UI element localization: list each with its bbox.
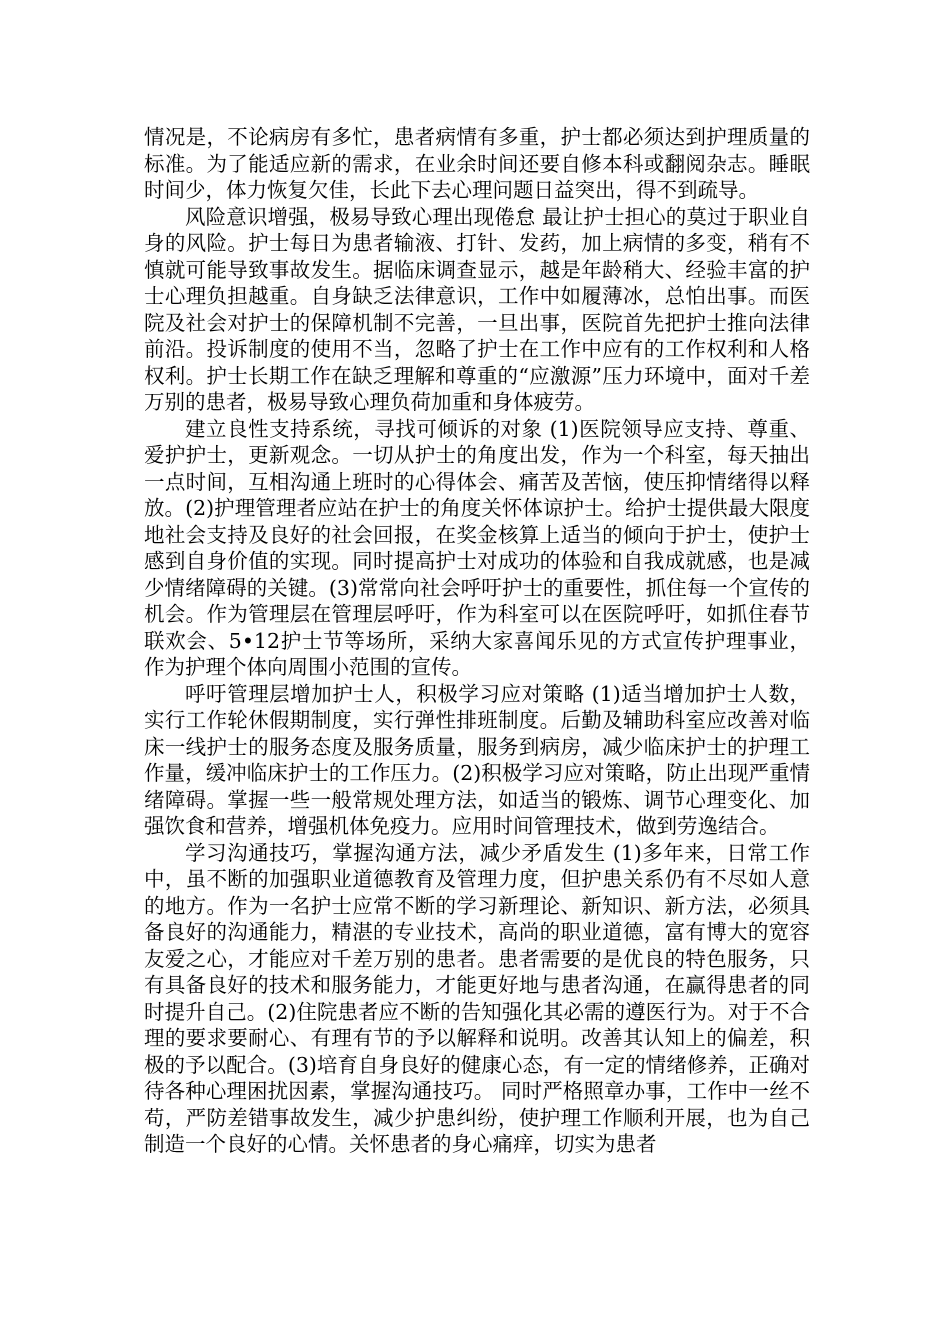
paragraph-5: 学习沟通技巧，掌握沟通方法，减少矛盾发生 (1)多年来，日常工作中，虽不断的加强职业道德教育及管理力度，但护患关系仍有不尽如人意的地方。作为一名护士应常不断的学习新理论、新知识、新方法，必须具备良好的沟通能力，精湛的专业技术，高尚的职业道德，富有博大的宽容友爱之心，才能应对千差万别的患者。患者需要的是优良的特色服务，只有具备良好的技术和服务能力，才能更好地与患者沟通，在赢得患者的同时提升自己。(2)住院患者应不断的告知强化其必需的遵医行为。对于不合理的要求要耐心、有理有节的予以解释和说明。改善其认知上的偏差，积极的予以配合。(3)培育自身良好的健康心态，有一定的情绪修养，正确对待各种心理困扰因素，掌握沟通技巧。 同时严格照章办事，工作中一丝不苟，严防差错事故发生，减少护患纠纷，使护理工作顺利开展，也为自己制造一个良好的心情。关怀患者的身心痛痒，切实为患者 [144, 840, 810, 1156]
paragraph-3: 建立良性支持系统，寻找可倾诉的对象 (1)医院领导应支持、尊重、爱护护士，更新观念。一切从护士的角度出发，作为一个科室，每天抽出一点时间，互相沟通上班时的心得体会、痛苦及苦恼，使压抑情绪得以释放。(2)护理管理者应站在护士的角度关怀体谅护士。给护士提供最大限度地社会支持及良好的社会回报，在奖金核算上适当的倾向于护士，使护士感到自身价值的实现。同时提高护士对成功的体验和自我成就感，也是减少情绪障碍的关键。(3)常常向社会呼吁护士的重要性，抓住每一个宣传的机会。作为管理层在管理层呼吁，作为科室可以在医院呼吁，如抓住春节联欢会、5•12护士节等场所，采纳大家喜闻乐见的方式宣传护理事业，作为护理个体向周围小范围的宣传。 [144, 416, 810, 679]
paragraph-4: 呼吁管理层增加护士人，积极学习应对策略 (1)适当增加护士人数，实行工作轮休假期制度，实行弹性排班制度。后勤及辅助科室应改善对临床一线护士的服务态度及服务质量，服务到病房，减少临床护士的护理工作量，缓冲临床护士的工作压力。(2)积极学习应对策略，防止出现严重情绪障碍。掌握一些一般常规处理方法，如适当的锻炼、调节心理变化、加强饮食和营养，增强机体免疫力。应用时间管理技术，做到劳逸结合。 [144, 681, 810, 838]
paragraph-1: 情况是，不论病房有多忙，患者病情有多重，护士都必须达到护理质量的标准。为了能适应新的需求，在业余时间还要自修本科或翻阅杂志。睡眠时间少，体力恢复欠佳，长此下去心理问题日益突出，得不到疏导。 [144, 125, 810, 202]
document-body [144, 124, 810, 1158]
paragraph-2: 风险意识增强，极易导致心理出现倦怠 最让护士担心的莫过于职业自身的风险。护士每日为患者输液、打针、发药，加上病情的多变，稍有不慎就可能导致事故发生。据临床调查显示，越是年龄稍大、经验丰富的护士心理负担越重。自身缺乏法律意识，工作中如履薄冰，总怕出事。而医院及社会对护士的保障机制不完善，一旦出事，医院首先把护士推向法律前沿。投诉制度的使用不当，忽略了护士在工作中应有的工作权利和人格权利。护士长期工作在缺乏理解和尊重的“应激源”压力环境中，面对千差万别的患者，极易导致心理负荷加重和身体疲劳。 [144, 204, 810, 414]
